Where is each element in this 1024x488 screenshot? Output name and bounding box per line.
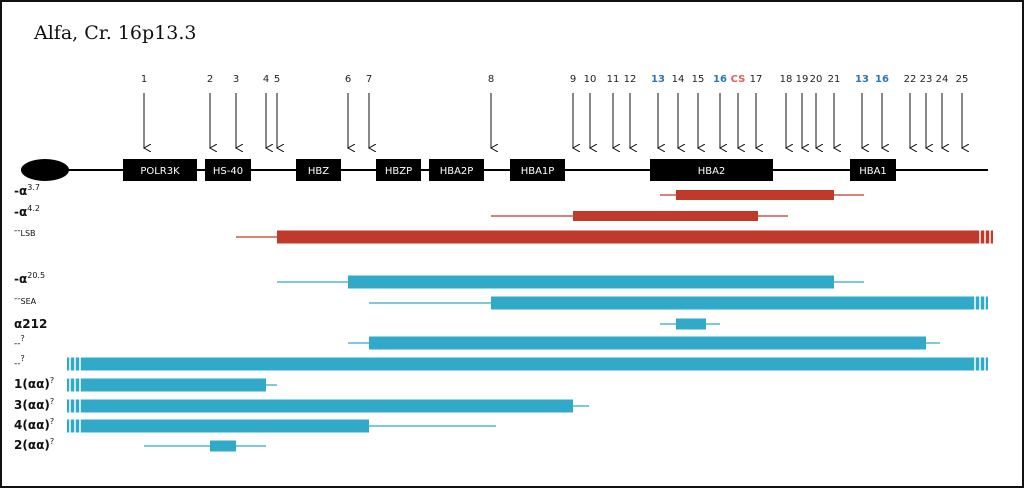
deletion-label-text: -- bbox=[14, 226, 21, 236]
site-label: 12 bbox=[623, 74, 637, 85]
site-label: 17 bbox=[749, 74, 763, 85]
deletion-label-text: α212 bbox=[14, 317, 48, 331]
gene-label: HS-40 bbox=[212, 166, 244, 177]
site-label: 5 bbox=[273, 74, 281, 85]
site-label: CS bbox=[730, 74, 746, 85]
site-label: 13 bbox=[651, 74, 665, 85]
site-label: 9 bbox=[569, 74, 577, 85]
deletion-label-sub: SEA bbox=[20, 296, 37, 306]
deletion-label bbox=[14, 295, 36, 306]
gene-label: HBZ bbox=[307, 166, 330, 177]
site-label: 1 bbox=[140, 74, 148, 85]
site-label: 10 bbox=[583, 74, 597, 85]
deletion-label-text: 3(αα) bbox=[14, 398, 50, 412]
centromere bbox=[21, 159, 69, 181]
deletion-label-sup: ? bbox=[49, 397, 55, 406]
deletion-label-text: 2(αα) bbox=[14, 438, 50, 452]
deletion-label-sup: ? bbox=[49, 376, 55, 385]
deletion-label-sub: LSB bbox=[20, 228, 36, 238]
deletion-label bbox=[14, 205, 40, 218]
figure-title: Alfa, Cr. 16p13.3 bbox=[34, 22, 197, 44]
gene-label: POLR3K bbox=[140, 166, 180, 177]
deletion-bars bbox=[67, 190, 993, 452]
deletion-label-text: -α bbox=[14, 272, 28, 286]
site-label: 7 bbox=[365, 74, 373, 85]
deletion-label-sup: ? bbox=[49, 417, 55, 426]
gene-label: HBA1P bbox=[520, 166, 555, 177]
deletion-label bbox=[14, 335, 25, 349]
deletion-bar bbox=[210, 441, 236, 452]
site-label: 2 bbox=[206, 74, 214, 85]
deletion-bar bbox=[676, 190, 834, 200]
deletion-label bbox=[14, 355, 25, 369]
deletion-label-sup: 4.2 bbox=[27, 204, 40, 213]
site-label: 24 bbox=[935, 74, 949, 85]
site-label: 21 bbox=[827, 74, 841, 85]
deletion-label bbox=[14, 272, 45, 285]
deletion-label-text: -- bbox=[14, 294, 21, 304]
site-label: 16 bbox=[875, 74, 889, 85]
deletion-label bbox=[14, 438, 54, 451]
deletion-bar bbox=[277, 231, 993, 244]
site-label: 19 bbox=[795, 74, 809, 85]
deletion-bar bbox=[676, 319, 706, 330]
deletion-label bbox=[14, 184, 40, 197]
deletion-label-text: -α bbox=[14, 184, 28, 198]
gene-label: HBA2P bbox=[439, 166, 474, 177]
deletion-bar bbox=[67, 420, 369, 433]
deletion-bar bbox=[573, 211, 758, 221]
site-label: 11 bbox=[606, 74, 620, 85]
site-label: 16 bbox=[713, 74, 727, 85]
deletion-bar bbox=[67, 400, 573, 413]
deletion-bar bbox=[348, 276, 834, 289]
gene-label: HBA2 bbox=[697, 166, 726, 177]
deletion-label bbox=[14, 318, 47, 330]
site-label: 15 bbox=[691, 74, 705, 85]
deletion-label-sup: ? bbox=[20, 354, 25, 363]
gene-label: HBZP bbox=[384, 166, 413, 177]
deletion-label-text: 4(αα) bbox=[14, 418, 50, 432]
deletion-bar bbox=[67, 379, 266, 392]
site-label: 22 bbox=[903, 74, 917, 85]
site-label: 3 bbox=[232, 74, 240, 85]
deletion-label-text: -- bbox=[14, 359, 21, 369]
gene-label: HBA1 bbox=[859, 166, 887, 177]
site-label: 25 bbox=[955, 74, 969, 85]
deletion-label-sup: ? bbox=[49, 437, 55, 446]
deletion-label bbox=[14, 398, 54, 411]
deletion-label bbox=[14, 418, 54, 431]
site-label: 4 bbox=[262, 74, 270, 85]
deletion-bar bbox=[369, 337, 926, 350]
deletion-label-text: 1(αα) bbox=[14, 377, 50, 391]
deletion-bar bbox=[67, 358, 988, 371]
deletion-label-text: -- bbox=[14, 339, 21, 349]
site-label: 13 bbox=[855, 74, 869, 85]
site-label: 8 bbox=[487, 74, 495, 85]
deletion-bar bbox=[491, 297, 988, 310]
site-label: 14 bbox=[671, 74, 685, 85]
deletion-label bbox=[14, 377, 54, 390]
deletion-label-sup: ? bbox=[20, 334, 25, 343]
deletion-label bbox=[14, 227, 36, 238]
site-label: 20 bbox=[809, 74, 823, 85]
site-label: 18 bbox=[779, 74, 793, 85]
deletion-label-sup: 20.5 bbox=[27, 271, 46, 280]
chromosome-map bbox=[21, 159, 988, 181]
deletion-label-text: -α bbox=[14, 205, 28, 219]
restriction-sites bbox=[141, 74, 969, 148]
site-label: 23 bbox=[919, 74, 933, 85]
deletion-label-sup: 3.7 bbox=[27, 183, 40, 192]
site-label: 6 bbox=[344, 74, 352, 85]
